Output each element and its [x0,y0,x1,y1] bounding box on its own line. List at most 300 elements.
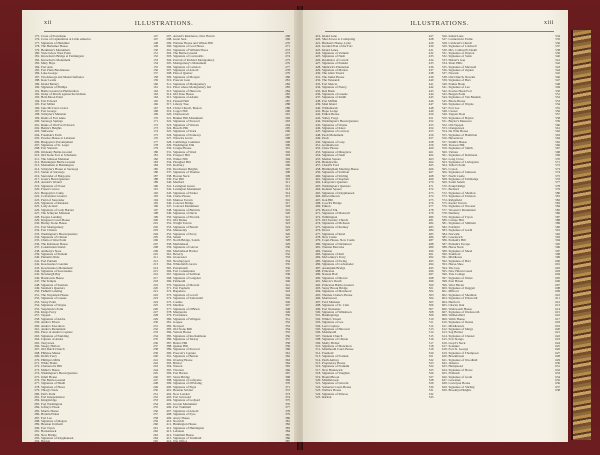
entry-page: 389 [285,446,290,451]
entry-number: 526. [441,34,448,38]
entry-number: 431. [315,74,321,79]
entry-title: Statue of Saratoga [41,170,65,175]
entry-number: 413. [166,429,172,434]
entry-number: 188. [34,78,40,83]
entry-title: Lafayette's Quarters [322,180,348,185]
entry-page: 441 [428,81,434,86]
entry-title: Signature of Parker [173,190,198,195]
entry-number: 568. [441,177,448,182]
entry-number: 582. [441,224,448,229]
entry-number: 606. [441,306,448,311]
entry-number: 592. [441,258,448,263]
entry-title: Signature of Nash [322,54,346,59]
entry-title: Ridgefield [448,197,462,202]
entry-number: 266. [34,343,40,348]
entry-number: 194. [34,98,40,103]
entry-number: 282. [34,398,40,403]
entry-title: Copp's Hill [173,108,188,113]
entry-number: 463. [315,183,321,188]
entry-number: 415. [166,435,172,440]
entry-title: Signature of Andre [41,316,66,321]
entry-page: 448 [428,105,434,110]
entry-title: Lexington Monument [173,187,201,192]
entry-page: 171 [153,119,158,124]
entry-title: Trumbull House [173,432,194,437]
entry-title: Milford [448,289,459,294]
entry-title: Signature of Putnam [41,252,68,256]
entry-page: 159 [153,78,158,83]
entry-title: Chatterton's Hill [41,364,63,369]
entry-title: Powder-House at Lebanon [41,136,75,141]
entry-title: Fort Trumbull [173,405,191,410]
entry-number: 279. [34,388,40,393]
entry-number: 375. [166,299,172,304]
entry-page: 548 [555,81,560,86]
entry-number: 370. [166,282,172,287]
entry-page: 622 [555,333,560,338]
left-page-header [44,20,284,30]
entry-number: 527. [441,37,448,42]
entry-number: 486. [315,262,321,267]
entry-page: 524 [428,364,434,369]
entry-number: 196. [34,105,40,110]
entry-title: Caldwell's Church [448,40,473,45]
entry-title: Dover [322,228,330,233]
entry-title: Block-House [448,98,466,103]
entry-title: Burgoyne's Camp [41,190,64,195]
entry-title: Signature of Stirling [448,384,475,389]
entry-page: 303 [285,153,290,158]
entry-number: 348. [166,207,172,212]
entry-title: The Verplanck House [41,292,69,297]
entry-number: 443. [315,115,321,120]
entry-page: 383 [285,425,290,430]
entry-page: 295 [285,125,290,130]
entry-number: 422. [315,44,321,49]
entry-page: 340 [285,279,290,284]
entry-page: 302 [285,149,290,154]
entry-page: 150 [153,47,158,52]
entry-number: 522. [315,384,321,389]
entry-number: 219. [34,183,40,188]
entry-title: Signature of Stirling [322,173,349,178]
entry-title: Greenwich [448,234,463,239]
entry-page: 279 [285,71,290,76]
entry-page: 497 [428,272,434,277]
entry-page: 573 [555,166,560,171]
entry-page: 636 [555,381,560,386]
entry-title: Signature of Lady Harriet [41,207,74,212]
entry-title: Surrender of Burgoyne [41,173,71,178]
entry-number: 229. [34,217,40,222]
entry-page: 630 [555,361,560,365]
entry-page: 211 [153,255,158,260]
entry-number: 555. [441,132,448,137]
entry-title: Burgoyne's Encampment [41,139,73,144]
entry-page: 492 [428,255,434,260]
entry-title: Groton Monument [173,401,197,406]
entry-page: 588 [555,217,560,222]
entry-page: 352 [285,320,290,325]
entry-number: 409. [166,415,172,420]
entry-title: Stony Brook Bridge [322,286,348,291]
entry-number: 516. [315,364,321,369]
entry-page: 491 [428,252,434,256]
entry-title: Croton [448,166,458,171]
entry-page: 533 [428,395,434,400]
entry-page: 626 [555,347,560,352]
entry-number: 524. [315,391,321,396]
entry-title: Washington's Head-Quarters [41,231,78,236]
entry-number: 474. [315,221,321,226]
entry-title: Ground Plan of the Fort [322,44,353,49]
entry-number: 178. [34,44,40,49]
entry-title: Signature of Buttrick [173,207,200,212]
entry-title: Newburgh Bay [41,272,61,277]
entry-page: 625 [555,343,560,348]
entry-number: 263. [34,333,40,338]
entry-number: 182. [34,57,40,62]
entry-number: 455. [315,156,321,161]
entry-title: Pell's Point [41,391,56,396]
entry-page: 592 [555,231,560,236]
entry-number: 618. [441,347,448,352]
entry-number: 380. [166,316,172,321]
entry-title: Signature of Langdon [173,275,201,280]
entry-page: 510 [428,316,434,321]
entry-title: Signature of Wilkinson [322,309,352,314]
entry-page: 255 [153,405,158,410]
entry-title: Fort Slongo [448,337,464,342]
entry-number: 385. [166,333,172,338]
entry-number: 578. [441,211,448,216]
entry-title: Signature of Lord Howe [173,44,205,49]
entry-title: Shubrick's Plantation [322,64,350,69]
entry-title: Breed's Hill [173,125,189,130]
entry-number: 293. [34,435,40,440]
entry-title: Constitution Island [41,245,66,250]
entry-title: Tennent Church [322,333,343,338]
entry-number: 557. [441,139,448,144]
entry-title: Knowlton's Monument [41,57,71,62]
entry-page: 563 [555,132,560,137]
entry-title: The Schuyler Mansion [41,211,71,216]
entry-page: 262 [153,429,158,434]
entry-title: Signature of D'Estaing [173,381,202,386]
entry-page: 163 [153,91,158,96]
entry-page: 380 [285,415,290,420]
entry-number: 535. [441,64,448,69]
entry-page: 320 [285,211,290,216]
entry-title: Morris House [41,408,59,413]
entry-number: 312. [166,85,172,90]
entry-title: Tiverton [173,367,184,372]
entry-page: 556 [555,108,560,113]
entry-title: Signature of Carleton [173,64,201,69]
entry-number: 253. [34,299,40,304]
entry-title: Signature of Howe [41,384,66,389]
index-entry [440,389,561,392]
entry-number: 366. [166,269,172,274]
entry-title: Hudson's House, Lynn [322,40,351,45]
entry-number: 521. [315,381,321,386]
entry-number: 615. [441,337,448,342]
entry-title: Signature of Howe [448,367,473,372]
entry-title: Signature of Barton [173,354,199,359]
entry-number: 529. [441,44,448,49]
entry-title: Portrait of Richard Montgomery [173,57,215,62]
entry-title: Setauket [448,343,460,348]
entry-number: 316. [166,98,172,103]
entry-title: Fort Washington [41,401,63,406]
entry-page: 222 [153,292,158,297]
entry-number: 502. [315,316,321,321]
entry-page: 319 [285,207,290,212]
entry-number: 429. [315,68,321,73]
entry-number: 629. [441,384,448,389]
entry-page: 613 [555,303,560,308]
entry-number: 234. [34,234,40,239]
entry-page: 265 [153,439,158,444]
entry-page: 537 [555,44,560,49]
entry-page: 458 [428,139,434,144]
entry-number: 449. [315,136,321,141]
entry-number: 378. [166,309,172,314]
entry-page: 444 [428,91,434,96]
entry-page: 318 [285,204,290,209]
entry-number: 481. [315,245,321,250]
entry-title: The Jumel House [322,74,345,79]
entry-page: 275 [285,57,290,62]
entry-title: Signature of Arnold [173,408,199,413]
entry-number: 360. [166,248,172,253]
entry-number: 467. [315,197,321,202]
entry-number: 298. [166,37,172,42]
entry-number: 202. [34,125,40,130]
entry-page: 165 [153,98,158,103]
entry-title: Marblehead Harbor [173,248,199,253]
entry-title: Charlestown [173,112,190,117]
entry-title: Fort Putnam [41,258,57,263]
entry-number: 444. [315,119,321,124]
entry-page: 596 [555,245,560,250]
entry-title: Fort Independence [41,395,65,400]
entry-title: Gowanus [448,378,461,383]
entry-number: 317. [166,102,172,107]
entry-page: 591 [555,228,560,233]
entry-number: 588. [441,245,448,250]
entry-title: Newburyport [173,258,190,263]
entry-title: Andre's Monument [41,326,66,331]
entry-title: Wooster's Monument [448,207,476,212]
entry-title: Faneuil Hall [173,98,189,103]
entry-title: Knowlton's Bridge at Farmington [41,54,84,59]
entry-title: Signature of Nash [322,153,346,158]
entry-number: 403. [166,395,172,400]
entry-page: 366 [285,367,290,372]
entry-number: 574. [441,197,448,202]
entry-page: 368 [285,374,290,379]
entry-page: 632 [555,367,560,372]
entry-title: Bergen Point [448,91,466,96]
entry-number: 614. [441,333,448,338]
entry-title: Middletown [448,323,465,328]
entry-number: 476. [315,228,321,233]
entry-page: 470 [428,180,434,185]
entry-page: 244 [153,367,158,372]
entry-page: 576 [555,177,560,182]
entry-title: Signature of McKean [322,221,350,226]
entry-page: 253 [153,398,158,403]
entry-page: 214 [153,265,158,270]
entry-title: Fort Stanwix [41,146,58,151]
entry-title: Ticonderoga and Mount Defiance [41,74,84,79]
entry-number: 362. [166,255,172,260]
entry-number: 548. [441,108,448,113]
entry-page: 285 [285,91,290,96]
entry-page: 466 [428,166,434,171]
index-entry [164,447,290,450]
entry-page: 173 [153,125,158,130]
entry-page: 463 [428,156,434,161]
entry-title: Convention Ground [41,194,67,199]
entry-title: Half-Moon Point [41,95,63,100]
entry-title: New Castle [322,234,337,239]
entry-number: 585. [441,234,448,239]
entry-page: 599 [555,255,560,260]
entry-page: 363 [285,357,290,362]
entry-number: 237. [34,245,40,250]
entry-title: Vernon House [173,330,192,335]
entry-title: Nassau Hall [322,272,338,277]
entry-page: 297 [285,132,290,137]
entry-number: 296. [34,446,40,451]
entry-number: 284. [34,405,40,410]
entry-title: Signature of Mawhood [322,289,352,294]
entry-title: Signature of Baylor [448,115,474,120]
entry-page: 190 [153,183,158,188]
entry-number: 573. [441,194,448,199]
entry-page: 236 [153,340,158,345]
entry-number: 247. [34,279,40,284]
entry-title: Hessian Soldier [173,388,194,393]
entry-page: 154 [153,61,158,66]
entry-title: Island Lane [322,34,337,38]
entry-title: Warren's Grave [173,136,193,141]
entry-number: 311. [166,81,172,86]
entry-page: 178 [153,143,158,147]
entry-number: 417. [166,442,172,447]
entry-number: 462. [315,180,321,185]
entry-number: 549. [441,112,448,117]
entry-title: Long Clove [448,156,464,161]
entry-page: 374 [285,395,290,400]
entry-title: Quaker Hill [173,343,189,348]
entry-number: 289. [34,422,40,427]
entry-page: 192 [153,190,158,195]
entry-title: Signature of Caldwell [448,44,477,49]
entry-title: Paulus Hook [448,81,465,86]
entry-page: 478 [428,207,434,212]
entry-title: Signature of Prescott [173,119,200,124]
entry-title: Craigie House [173,146,192,151]
entry-page: 353 [285,323,290,328]
entry-title: Signature of Ewing [322,258,347,263]
entry-number: 433. [315,81,321,86]
entry-page: 558 [555,115,560,120]
open-book [6,6,590,450]
entry-number: 459. [315,170,321,175]
entry-number: 533. [441,57,448,62]
entry-title: Fort Clinton [41,228,57,233]
entry-number: 421. [315,40,321,45]
entry-title: Signature of William Howe [173,47,209,52]
entry-page: 152 [153,54,158,59]
entry-number: 347. [166,204,172,209]
entry-number: 581. [441,221,448,226]
entry-number: 212. [34,160,40,165]
entry-page: 493 [428,258,434,263]
index-entry [32,447,158,450]
entry-title: Signature of Knox [322,125,346,130]
entry-number: 567. [441,173,448,178]
entry-page: 169 [153,112,158,117]
entry-number: 471. [315,211,321,216]
entry-page: 186 [153,170,158,175]
entry-page: 334 [285,258,290,263]
entry-number: 584. [441,231,448,236]
entry-page: 301 [285,146,290,151]
entry-number: 392. [166,357,172,362]
entry-title: Old Stone Mill [173,326,193,331]
entry-page: 381 [285,418,290,423]
entry-title: Bagaduce [173,289,186,294]
entry-title: White's Tavern [322,316,342,321]
entry-title: Signature of Phillips [41,85,68,90]
entry-page: 235 [153,337,158,342]
entry-page: 332 [285,252,290,256]
entry-number: 485. [315,258,321,263]
entry-number: 530. [441,47,448,52]
entry-number: 208. [34,146,40,151]
entry-title: Island Lane [448,34,464,38]
entry-title: West Haven [448,282,464,287]
entry-number: 561. [441,153,448,158]
entry-number: 368. [166,275,172,280]
entry-title: Lake George [41,71,58,76]
entry-title: Signature of Lovell [173,292,198,297]
entry-page: 237 [153,343,158,348]
entry-title: Cross of Capitulation at Little America [41,37,91,42]
entry-page: 257 [153,412,158,417]
entry-number: 379. [166,313,172,318]
entry-title: Signature of Eyre [173,412,196,417]
entry-page: 443 [428,88,434,93]
entry-page: 158 [153,74,158,79]
entry-title: Signature of Fleury [322,85,347,90]
entry-title: Signature of Vaughan [322,371,350,376]
entry-page: 543 [555,64,560,69]
entry-number: 411. [166,422,172,427]
entry-number: 405. [166,401,172,406]
entry-title: Capture of Andre [41,337,64,342]
entry-title: Signature of Silliman [448,221,476,226]
entry-number: 505. [315,326,321,331]
entry-page: 321 [285,214,290,219]
entry-page: 191 [153,187,158,192]
entry-number: 222. [34,194,40,199]
entry-page: 570 [555,156,560,161]
